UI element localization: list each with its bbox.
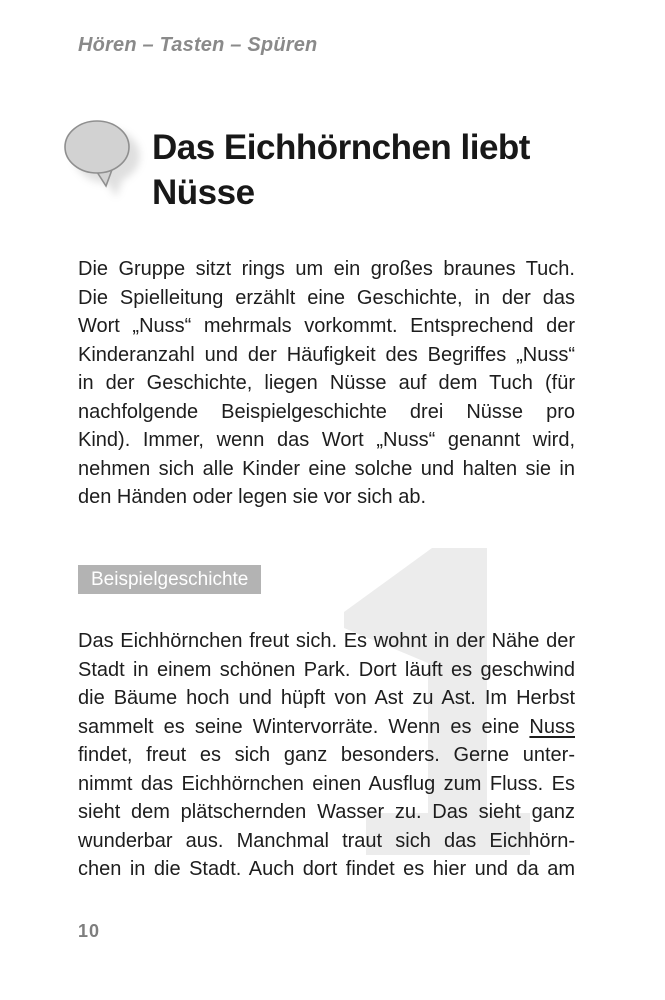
intro-paragraph (78, 255, 575, 512)
text-line: Stadt in einem schönen Park. Dort läuft es geschwind (78, 658, 575, 681)
text-line: chen in die Stadt. Auch dort findet es hier und da am (78, 858, 575, 880)
speech-bubble-icon (60, 116, 140, 196)
story-paragraph (78, 627, 575, 884)
text-segment: sammelt es seine Wintervorräte. Wenn es eine (78, 715, 530, 738)
text-line: Die Spielleitung erzählt eine Geschichte, in der das (78, 286, 575, 309)
chapter-title-line2: Nüsse (152, 173, 255, 212)
text-line: sieht dem plätschernden Wasser zu. Das sieht ganz (78, 801, 575, 823)
text-line: wunderbar aus. Manchmal traut sich das Eichhörn- (78, 829, 575, 852)
text-line: Das Eichhörnchen freut sich. Es wohnt in der Nähe der (78, 630, 575, 652)
text-line: in der Geschichte, liegen Nüsse auf dem Tuch (für (78, 372, 575, 394)
text-line: nachfolgende Beispielgeschichte drei Nüsse pro (78, 400, 575, 423)
page-number: 10 (78, 921, 101, 941)
text-line: Kinderanzahl und der Häufigkeit des Begriffes „Nuss“ (78, 343, 575, 366)
text-line (78, 713, 575, 742)
chapter-title (152, 125, 632, 215)
text-line: Kind). Immer, wenn das Wort „Nuss“ genannt wird, (78, 429, 575, 451)
text-line: den Händen oder legen sie vor sich ab. (78, 486, 427, 508)
example-story-badge: Beispielgeschichte (78, 565, 261, 594)
text-line: nehmen sich alle Kinder eine solche und halten sie in (78, 457, 575, 480)
underlined-word: Nuss (529, 715, 575, 738)
chapter-title-line1: Das Eichhörnchen liebt (152, 128, 530, 167)
text-line: Die Gruppe sitzt rings um ein großes braunes Tuch. (78, 258, 575, 280)
text-line: Wort „Nuss“ mehrmals vorkommt. Entsprechend der (78, 315, 575, 337)
text-line: findet, freut es sich ganz besonders. Gerne unter- (78, 744, 575, 766)
running-header: Hören – Tasten – Spüren (78, 34, 318, 56)
text-line: nimmt das Eichhörnchen einen Ausflug zum Fluss. Es (78, 772, 575, 795)
text-line: die Bäume hoch und hüpft von Ast zu Ast. Im Herbst (78, 687, 575, 709)
